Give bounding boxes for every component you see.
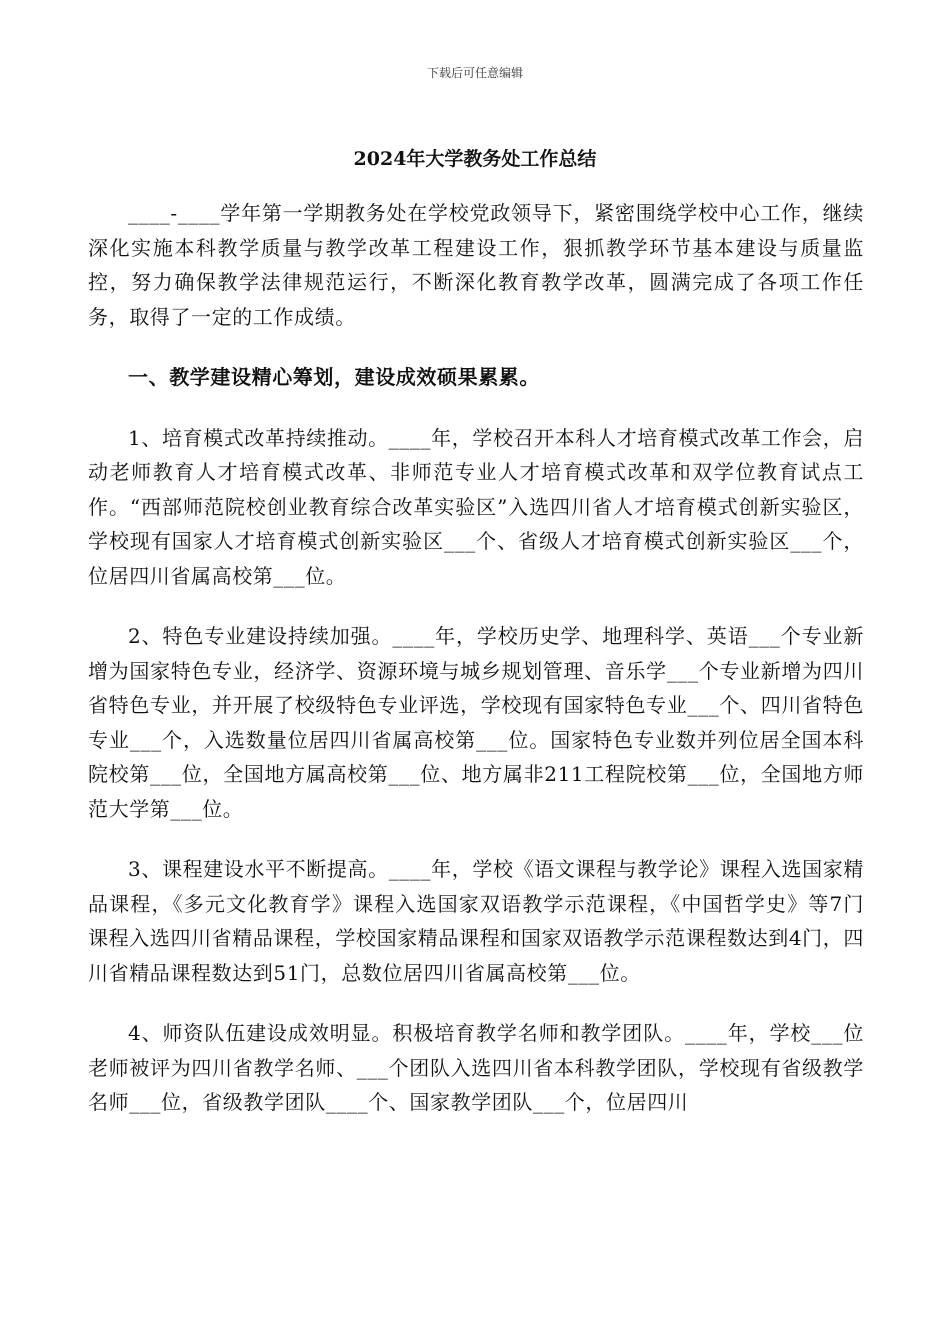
header-note: 下载后可任意编辑 bbox=[426, 66, 523, 80]
paragraph-2: 2、特色专业建设持续加强。____年，学校历史学、地理科学、英语___个专业新增为国家特色专业，经济学、资源环境与城乡规划管理、音乐学___个专业新增为四川省特色专业，并开展了校级特色专业评选，学校现有国家特色专业___个、四川省特色专业___个，入选数量位居四川省属高校第___位。国家特色专业数并列位居全国本科院校第___位，全国地方属高校第___位、地方属非211工程院校第___位，全国地方师范大学第___位。 bbox=[88, 624, 864, 821]
paragraph-3: 3、课程建设水平不断提高。____年，学校《语文课程与教学论》课程入选国家精品课程，《多元文化教育学》课程入选国家双语教学示范课程，《中国哲学史》等7门课程入选四川省精品课程，学校国家精品课程和国家双语教学示范课程数达到4门，四川省精品课程数达到51门，总数位居四川省属高校第___位。 bbox=[88, 857, 864, 985]
paragraph-1: 1、培育模式改革持续推动。____年，学校召开本科人才培育模式改革工作会，启动老师教育人才培育模式改革、非师范专业人才培育模式改革和双学位教育试点工作。“西部师范院校创业教育综合改革实验区”入选四川省人才培育模式创新实验区，学校现有国家人才培育模式创新实验区___个、省级人才培育模式创新实验区___个，位居四川省属高校第___位。 bbox=[88, 425, 864, 588]
section-heading: 一、教学建设精心筹划，建设成效硕果累累。 bbox=[128, 365, 540, 389]
paragraph-4: 4、师资队伍建设成效明显。积极培育教学名师和教学团队。____年，学校___位老师被评为四川省教学名师、___个团队入选四川省本科教学团队，学校现有省级教学名师___位，省级教学团队____个、国家教学团队___个，位居四川 bbox=[88, 1021, 864, 1114]
document-body bbox=[88, 196, 864, 1120]
intro-paragraph: ____-____学年第一学期教务处在学校党政领导下，紧密围绕学校中心工作，继续深化实施本科教学质量与教学改革工程建设工作，狠抓教学环节基本建设与质量监控，努力确保教学法律规范运行，不断深化教育教学改革，圆满完成了各项工作任务，取得了一定的工作成绩。 bbox=[88, 201, 864, 329]
page-title: 2024年大学教务处工作总结 bbox=[353, 148, 597, 170]
